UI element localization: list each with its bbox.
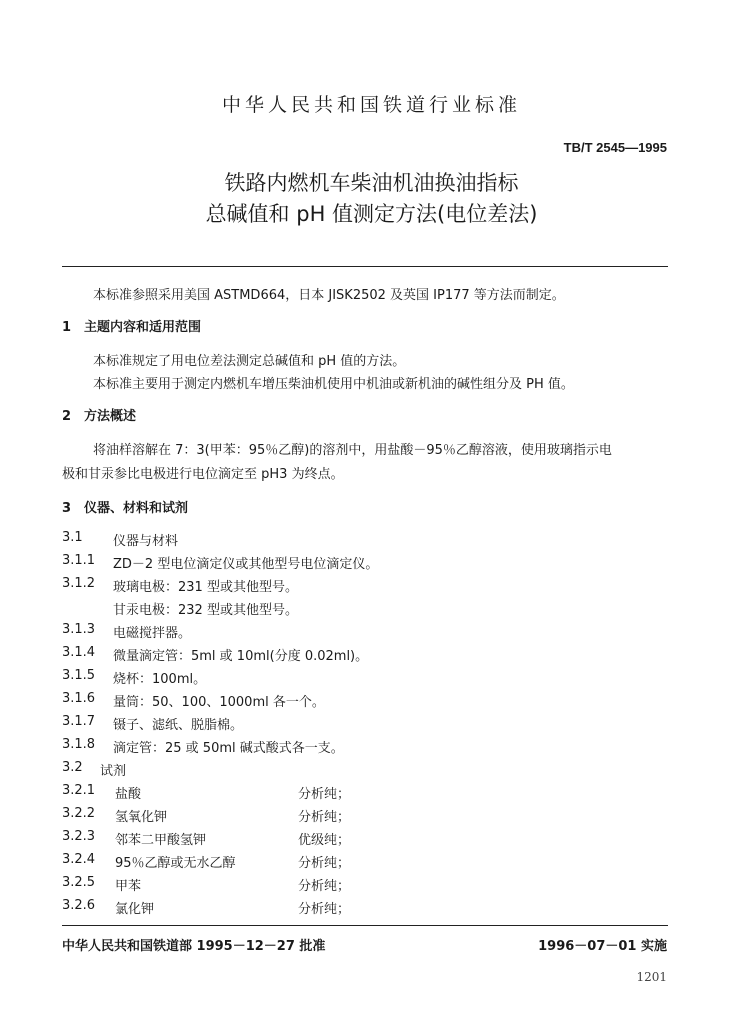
list-item-text: 玻璃电极：231 型或其他型号。 <box>113 580 298 595</box>
reagent-number: 3.2.6 <box>62 898 96 913</box>
list-item-number: 3.1.4 <box>62 645 96 660</box>
list-item-text: 甘汞电极：232 型或其他型号。 <box>113 603 298 618</box>
list-item-text: 电磁搅拌器。 <box>113 626 192 641</box>
reagent-grade: 分析纯； <box>298 810 351 825</box>
subsection-3-2-label: 试剂 <box>100 764 127 779</box>
reagent-grade: 优级纯； <box>298 833 351 848</box>
footer-divider <box>62 925 668 926</box>
section-1-paragraph-2: 本标准主要用于测定内燃机车增压柴油机使用中机油或新机油的碱性组分及 PH 值。 <box>93 377 574 392</box>
approval-line: 中华人民共和国铁道部 1995－12－27 批准 <box>62 939 326 954</box>
implementation-date: 1996－07－01 实施 <box>538 939 667 954</box>
reagent-number: 3.2.1 <box>62 783 96 798</box>
list-item-text: 微量滴定管：5ml 或 10ml(分度 0.02ml)。 <box>113 649 369 664</box>
reagent-grade: 分析纯； <box>298 902 351 917</box>
list-item-text: ZD－2 型电位滴定仪或其他型号电位滴定仪。 <box>113 557 379 572</box>
reagent-name: 邻苯二甲酸氢钾 <box>115 833 207 848</box>
reagent-name: 甲苯 <box>115 879 142 894</box>
list-item-text: 镊子、滤纸、脱脂棉。 <box>113 718 244 733</box>
reagent-number: 3.2.4 <box>62 852 96 867</box>
reagent-name: 95％乙醇或无水乙醇 <box>115 856 236 871</box>
subsection-3-2-number: 3.2 <box>62 760 83 775</box>
list-item-number: 3.1.8 <box>62 737 96 752</box>
list-item-text: 滴定管：25 或 50ml 碱式酸式各一支。 <box>113 741 344 756</box>
reagent-number: 3.2.5 <box>62 875 96 890</box>
reagent-number: 3.2.2 <box>62 806 96 821</box>
list-item-text: 烧杯：100ml。 <box>113 672 207 687</box>
subsection-3-1-label: 仪器与材料 <box>113 534 179 549</box>
reagent-name: 盐酸 <box>115 787 142 802</box>
reagent-grade: 分析纯； <box>298 879 351 894</box>
section-2-line-2: 极和甘汞参比电极进行电位滴定至 pH3 为终点。 <box>62 467 344 482</box>
section-1-paragraph-1: 本标准规定了用电位差法测定总碱值和 pH 值的方法。 <box>93 354 406 369</box>
list-item-number: 3.1.6 <box>62 691 96 706</box>
list-item-text: 量筒：50、100、1000ml 各一个。 <box>113 695 325 710</box>
standard-category-title: 中华人民共和国铁道行业标准 <box>221 94 521 116</box>
list-item-number: 3.1.1 <box>62 553 96 568</box>
reagent-grade: 分析纯； <box>298 787 351 802</box>
subsection-3-1-number: 3.1 <box>62 530 83 545</box>
intro-paragraph: 本标准参照采用美国 ASTMD664，日本 JISK2502 及英国 IP177 等方法而制定。 <box>93 288 565 303</box>
document-title-line-2: 总碱值和 pH 值测定方法(电位差法) <box>205 202 538 226</box>
reagent-name: 氢氧化钾 <box>115 810 168 825</box>
section-2-heading: 2 方法概述 <box>62 409 137 424</box>
list-item-number: 3.1.5 <box>62 668 96 683</box>
list-item-number: 3.1.3 <box>62 622 96 637</box>
list-item-number: 3.1.2 <box>62 576 96 591</box>
section-1-heading: 1 主题内容和适用范围 <box>62 320 202 335</box>
document-title-line-1: 铁路内燃机车柴油机油换油指标 <box>224 171 519 195</box>
section-2-line-1: 将油样溶解在 7：3(甲苯：95％乙醇)的溶剂中，用盐酸－95％乙醇溶液，使用玻璃指示电 <box>93 443 612 458</box>
reagent-number: 3.2.3 <box>62 829 96 844</box>
reagent-grade: 分析纯； <box>298 856 351 871</box>
reagent-name: 氯化钾 <box>115 902 155 917</box>
list-item-number: 3.1.7 <box>62 714 96 729</box>
standard-number: TB/T 2545—1995 <box>563 140 667 155</box>
page-number: 1201 <box>636 970 667 984</box>
title-divider <box>62 266 668 267</box>
section-3-heading: 3 仪器、材料和试剂 <box>62 501 189 516</box>
